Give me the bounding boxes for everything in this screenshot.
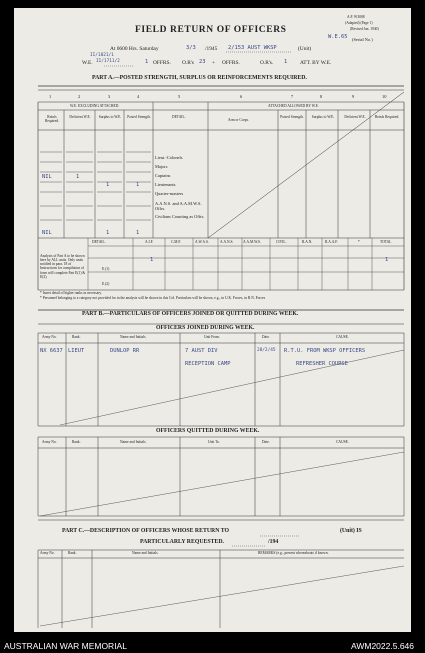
analysis-e2: E.(2) (102, 282, 110, 286)
analysis-heading: A.A.M.W.S. (243, 240, 261, 244)
part-c-col-heading: REMARKS (e.g., present whereabouts if known. (258, 551, 329, 555)
joined-col-heading: Name and Initials. (120, 335, 147, 339)
rank-label: Lieut.-Colonels (155, 155, 183, 160)
serial-label: (Serial No.) (352, 37, 373, 42)
posted-handwritten: 1 (136, 182, 140, 188)
offrs2-label: OFFRS. (222, 60, 240, 66)
part-c-col-heading: Rank. (68, 551, 77, 555)
reinfs2-heading: Reinfs Required. (374, 115, 400, 119)
archive-reference: AWM2022.5.646 (351, 641, 414, 651)
posted2-heading: Posted Strength. (280, 115, 304, 119)
analysis-heading: TOTAL (380, 240, 392, 244)
analysis-heading: A.W.A.S. (195, 240, 209, 244)
col-number: 2 (78, 94, 81, 99)
analysis-aif-handwritten: 1 (150, 257, 154, 263)
page-title: FIELD RETURN OF OFFICERS (135, 25, 287, 35)
rank-label: Civilians Counting as Offrs. (155, 214, 205, 219)
offrs-label: OFFRS. (153, 60, 171, 66)
unit-label: (Unit) (298, 46, 312, 52)
analysis-e1: E.(1) (102, 267, 110, 271)
ors2-label: O.R's. (260, 60, 274, 66)
joined-unit-line2: RECEPTION CAMP (185, 361, 231, 367)
report-date-handwritten: 3/3 (186, 45, 196, 51)
analysis-heading: CIVIL. (276, 240, 287, 244)
col-number: 3 (108, 94, 111, 99)
quitted-title: OFFICERS QUITTED DURING WEEK. (156, 428, 260, 434)
quitted-col-heading: Rank. (72, 440, 81, 444)
col-number: 7 (291, 94, 294, 99)
joined-col-heading: Unit From. (204, 335, 220, 339)
we-label: W.E. (82, 60, 93, 66)
form-adapted-note: (Adapted) (Page 1) (345, 21, 373, 25)
rank-label: Majors (155, 164, 168, 169)
joined-date: 28/2/45 (257, 348, 276, 353)
col-number: 8 (320, 94, 323, 99)
footnote-1: * Insert detail of higher ranks as necessary. (40, 291, 102, 295)
col-number: 6 (240, 94, 243, 99)
reinfs-handwritten: NIL (42, 174, 52, 180)
ors2-handwritten: 1 (284, 59, 288, 65)
col-number: 9 (352, 94, 355, 99)
arm-heading: Arm or Corps. (228, 118, 249, 122)
surplus-heading: Surplus to W.E. (98, 115, 122, 119)
deficient2-heading: Deficient W.E. (344, 115, 366, 119)
offrs-handwritten: 1 (145, 59, 149, 65)
joined-cause-line2: REFRESHER COURSE (296, 361, 348, 367)
we-excluding-heading: W.E. EXCLUDING ATTACHED. (70, 104, 120, 108)
attached-allowed-heading: ATTACHED ALLOWED BY W.E. (268, 104, 319, 108)
joined-army-no: NX 6637 (40, 348, 63, 354)
col-number: 4 (137, 94, 140, 99)
analysis-heading: DETAIL. (92, 240, 106, 244)
archive-footer (0, 636, 425, 653)
rank-label: Captains (155, 173, 171, 178)
analysis-heading: A.A.N.S. (220, 240, 234, 244)
part-c-unit-is: (Unit) IS (340, 528, 362, 534)
quitted-col-heading: Unit To. (208, 440, 220, 444)
quitted-col-heading: CAUSE. (336, 440, 349, 444)
att-label: ATT. BY W.E. (300, 60, 332, 66)
report-time-label: At 0600 Hrs. Saturday (110, 46, 159, 52)
report-year: /1945 (205, 46, 218, 52)
joined-unit: 7 AUST DIV (185, 348, 218, 354)
joined-col-heading: Date. (262, 335, 270, 339)
part-a-title: PART A.—POSTED STRENGTH, SURPLUS OR REINFORCEMENTS REQUIRED. (92, 75, 307, 81)
plus-sign: + (212, 60, 216, 66)
quitted-col-heading: Name and Initials. (120, 440, 147, 444)
we-handwritten-top: II/1821/1 (90, 53, 114, 58)
joined-cause: R.T.U. FROM WKSP OFFICERS (284, 348, 366, 354)
reinfs-heading: Reinfs Required. (44, 115, 60, 123)
unit-handwritten: 2/153 AUST WKSP (228, 45, 277, 51)
reinfs-total-handwritten: NIL (42, 230, 52, 236)
surplus-total-handwritten: 1 (106, 230, 110, 236)
quitted-col-heading: Date. (262, 440, 270, 444)
part-c-title: PART C.—DESCRIPTION OF OFFICERS WHOSE RETURN TO (62, 528, 230, 534)
we-handwritten: II/1711/2 (96, 59, 120, 64)
posted-total-handwritten: 1 (136, 230, 140, 236)
joined-col-heading: Army No. (42, 335, 57, 339)
archive-name: AUSTRALIAN WAR MEMORIAL (4, 641, 127, 651)
joined-title: OFFICERS JOINED DURING WEEK. (156, 325, 255, 331)
rank-label: Lieutenants (155, 182, 176, 187)
col-number: 5 (178, 94, 181, 99)
surplus-handwritten: 1 (106, 182, 110, 188)
part-c-col-heading: Name and Initials. (132, 551, 159, 555)
analysis-heading: R.A.A.F. (325, 240, 338, 244)
ors-label: O.R's (182, 60, 194, 66)
analysis-note: Analysis of Part A to be shown here by ALL units. Only units notified in para. 18 of Instructions for compilation of form will complete Part E(1) & E(2). (40, 254, 86, 279)
quitted-col-heading: Army No. (42, 440, 57, 444)
analysis-heading: * (358, 240, 360, 244)
col-number: 1 (49, 94, 52, 99)
joined-col-heading: Rank. (72, 335, 81, 339)
col-number: 10 (382, 94, 387, 99)
rank-label: Quarter-masters (155, 191, 184, 196)
joined-name: DUNLOP RR (110, 348, 140, 354)
analysis-total-handwritten: 1 (385, 257, 389, 263)
analysis-heading: C.M.F. (171, 240, 181, 244)
footnote-2: * Personnel belonging to a category not provided for in the analysis will be shown in this Col. Particulars will be shown, e.g., in U.K. Forces, in R.N. Forces (40, 296, 266, 300)
form-revised-note: (Revised Jan. 1940) (350, 27, 379, 31)
part-b-title: PART B.—PARTICULARS OF OFFICERS JOINED OR QUITTED DURING WEEK. (82, 311, 299, 317)
rank-label: A.A.N.S. and A.A.M.W.S. Offrs. (155, 201, 202, 212)
surplus2-heading: Surplus to W.E. (311, 115, 335, 119)
form-reference: A.F. W3008 (347, 15, 365, 19)
analysis-heading: R.A.N. (302, 240, 313, 244)
deficient-handwritten: 1 (76, 174, 80, 180)
joined-rank: LIEUT (68, 348, 85, 354)
serial-handwritten: W.E.65 (328, 34, 348, 40)
detail-heading: DETAIL. (172, 115, 186, 119)
deficient-heading: Deficient W.E. (69, 115, 91, 119)
ors-handwritten: 23 (199, 59, 206, 65)
posted-heading: Posted Strength. (127, 115, 151, 119)
analysis-heading: A.I.F. (145, 240, 154, 244)
part-c-col-heading: Army No. (40, 551, 55, 555)
part-c-requested: PARTICULARLY REQUESTED. (140, 539, 224, 545)
joined-col-heading: CAUSE. (336, 335, 349, 339)
part-c-year: /194 (268, 539, 279, 545)
